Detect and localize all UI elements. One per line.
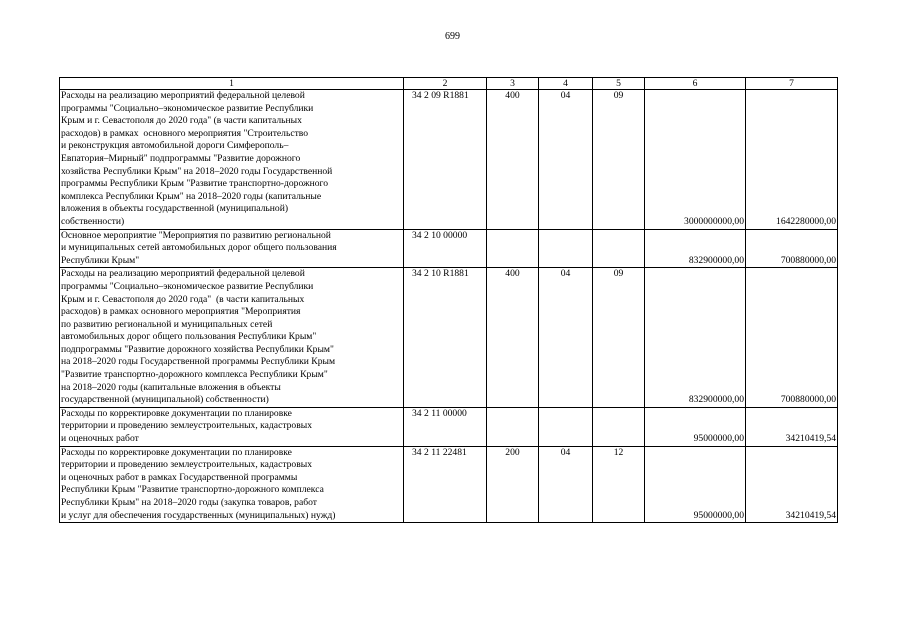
row-col-5: 12 [593,446,645,523]
row-amount-6: 832900000,00 [645,229,746,268]
row-col-4: 04 [539,90,593,230]
table-header-row [60,78,838,90]
row-col-5 [593,229,645,268]
row-amount-6: 95000000,00 [645,446,746,523]
row-code: 34 2 10 R1881 [404,268,487,408]
row-col-4 [539,407,593,446]
row-col-3 [487,407,539,446]
header-col-3: 3 [487,78,539,90]
row-amount-7: 700880000,00 [746,229,838,268]
header-col-7: 7 [746,78,838,90]
row-amount-7: 1642280000,00 [746,90,838,230]
row-col-4: 04 [539,268,593,408]
row-col-3: 400 [487,268,539,408]
table-row [60,407,838,446]
row-name: Расходы по корректировке документации по планировке территории и проведению землеустроительных, кадастровых и оценочных работ в рамках Государственной программы Республики Крым "Развитие транспортно-дорожного комплекса Республики Крым" на 2018–2020 годы (закупка товаров, работ и услуг для обеспечения государственных (муниципальных) нужд) [60,446,404,523]
row-col-5: 09 [593,268,645,408]
row-amount-7: 34210419,54 [746,407,838,446]
row-amount-6: 3000000000,00 [645,90,746,230]
row-code: 34 2 10 00000 [404,229,487,268]
row-code: 34 2 09 R1881 [404,90,487,230]
header-col-1: 1 [60,78,404,90]
header-col-2: 2 [404,78,487,90]
table-row [60,268,838,408]
header-col-4: 4 [539,78,593,90]
row-col-3: 200 [487,446,539,523]
header-col-5: 5 [593,78,645,90]
row-amount-6: 95000000,00 [645,407,746,446]
row-code: 34 2 11 22481 [404,446,487,523]
row-amount-6: 832900000,00 [645,268,746,408]
table-row [60,229,838,268]
table-row [60,446,838,523]
row-col-3: 400 [487,90,539,230]
row-name: Расходы на реализацию мероприятий федеральной целевой программы "Социально–экономическое развитие Республики Крым и г. Севастополя до 2020 года" (в части капитальных расходов) в рамках основного мероприятия "Строительство и реконструкция автомобильной дороги Симферополь– Евпатория–Мирный" подпрограммы "Развитие дорожного хозяйства Республики Крым" на 2018–2020 годы Государственной программы Республики Крым "Развитие транспортно-дорожного комплекса Республики Крым" на 2018–2020 годы (капитальные вложения в объекты государственной (муниципальной) собственности) [60,90,404,230]
table-row [60,90,838,230]
row-col-5 [593,407,645,446]
row-col-3 [487,229,539,268]
row-col-4: 04 [539,446,593,523]
row-amount-7: 700880000,00 [746,268,838,408]
row-name: Расходы на реализацию мероприятий федеральной целевой программы "Социально–экономическое развитие Республики Крым и г. Севастополя до 2020 года" (в части капитальных расходов) в рамках основного мероприятия "Мероприятия по развитию региональной и муниципальных сетей автомобильных дорог общего пользования Республики Крым" подпрограммы "Развитие дорожного хозяйства Республики Крым" на 2018–2020 годы Государственной программы Республики Крым "Развитие транспортно-дорожного комплекса Республики Крым" на 2018–2020 годы (капитальные вложения в объекты государственной (муниципальной) собственности) [60,268,404,408]
page-number: 699 [445,31,460,42]
row-name: Основное мероприятие "Мероприятия по развитию региональной и муниципальных сетей автомобильных дорог общего пользования Республики Крым" [60,229,404,268]
header-col-6: 6 [645,78,746,90]
row-amount-7: 34210419,54 [746,446,838,523]
row-code: 34 2 11 00000 [404,407,487,446]
budget-table [59,77,838,523]
row-col-4 [539,229,593,268]
row-col-5: 09 [593,90,645,230]
row-name: Расходы по корректировке документации по планировке территории и проведению землеустроительных, кадастровых и оценочных работ [60,407,404,446]
